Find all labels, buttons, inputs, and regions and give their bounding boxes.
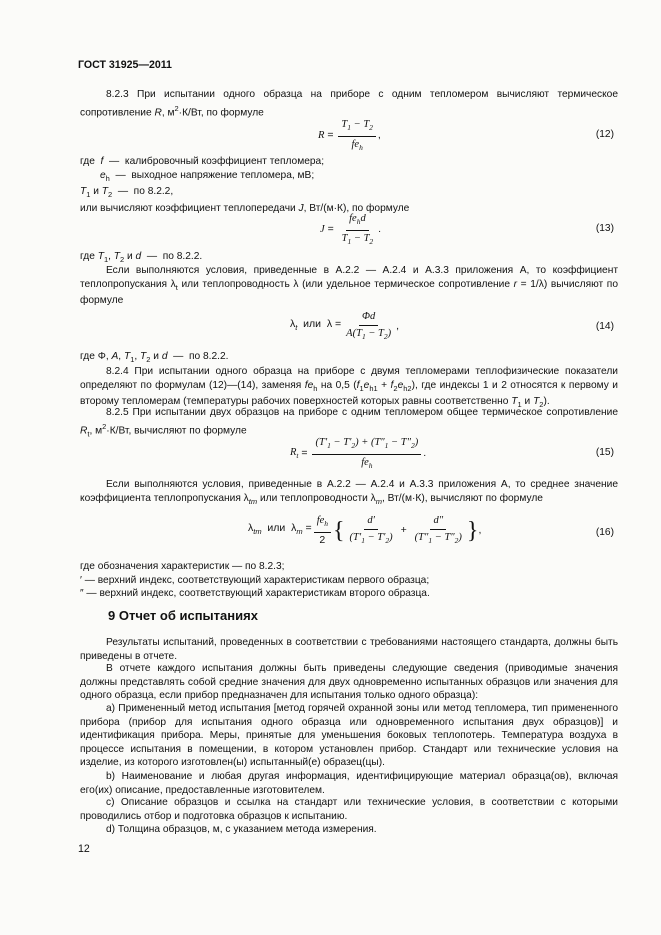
paragraph-8-2-5: 8.2.5 При испытании двух образцов на приборе с одним тепломером общее термическое сопротивление $R_t$, $м^2\cdot К/Вт$, вычисляют по формуле	[80, 407, 618, 439]
formula-15-expr: $R_t$ = $\frac{(T'_1 - T'_2) + (T''_1 - T''_2)}{fe_h}$ .	[290, 437, 427, 470]
formula-14-number: (14)	[595, 321, 614, 332]
section-9-item-d: d) Толщина образцов, м, с указанием метода измерения.	[106, 824, 377, 835]
section-9-title: 9 Отчет об испытаниях	[108, 608, 258, 623]
paragraph-8-2-4: 8.2.4 При испытании одного образца на приборе с двумя тепломерами теплофизические показатели определяют по формулам (12)—(14), заменяя $fe_h$ на 0,5 $(f_1e_{h1} + f_2e_{h2})$, где индексы 1 и 2 относятся к первому и второму тепломерам (температуры рабочих поверхностей которых равны соответственно $T_1$ и $T_2$).	[80, 366, 618, 410]
section-9-item-c: с) Описание образцов и ссылка на стандарт или технические условия, в соответствии с которыми проводились отбор и подготовка образцов к испытанию.	[80, 797, 618, 822]
section-9-p1: Результаты испытаний, проведенных в соответствии с требованиями настоящего стандарта, должны быть приведены в отчете.	[80, 637, 618, 662]
where-2: где $T_1$, $T_2$ и d — по 8.2.2.	[80, 251, 203, 265]
section-9-p2: В отчете каждого испытания должны быть приведены следующие сведения (приводимые значения должны представлять собой средние значения для двух одновременно испытанных образцов или значения для одного образца, если прибор предназначен для испытания только одного образца):	[80, 663, 618, 702]
formula-15-number: (15)	[595, 447, 614, 458]
page-number: 12	[78, 843, 90, 855]
formula-16-expr: $\lambda_{tm}$ или $\lambda_m$ = $\frac{fe_h}{2}$ { $\frac{d'}{(T'_1 - T'_2)}$ + $\frac{d''}{(T''_1 - T''_2)}$ } ,	[248, 515, 482, 546]
where-4a: где обозначения характеристик — по 8.2.3;	[80, 561, 285, 572]
formula-15	[0, 436, 661, 476]
where-3: где Φ, A, $T_1$, $T_2$ и d — по 8.2.2.	[80, 351, 229, 365]
formula-12-expr: R = $\frac{T_1 - T_2}{fe_h}$ ,	[318, 119, 381, 152]
formula-14-expr: $\lambda_t$ или λ = $\frac{\Phi d}{A(T_1 - T_2)}$ ,	[290, 311, 400, 341]
formula-14	[0, 310, 661, 350]
standard-header: ГОСТ 31925—2011	[78, 59, 172, 71]
where-1: где f — калибровочный коэффициент тепломера; $e_h$ — выходное напряжение тепломера, мВ; $T_1$ и $T_2$ — по 8.2.2, или вычисляют коэффициент теплопередачи J, Вт/(м·К), по формуле	[80, 156, 410, 214]
formula-13-number: (13)	[595, 223, 614, 234]
formula-13	[0, 212, 661, 252]
formula-16	[0, 514, 661, 558]
formula-12-number: (12)	[595, 129, 614, 140]
paragraph-8-2-3: 8.2.3 При испытании одного образца на приборе с одним тепломером вычисляют термическое сопротивление R, $м^2\cdot К/Вт$, по формуле	[80, 89, 618, 118]
section-9-item-b: b) Наименование и любая другая информация, идентифицирующие материал образца(ов), включая его(их) описание, предоставленные изготовителем.	[80, 771, 618, 796]
formula-16-number: (16)	[595, 527, 614, 538]
where-4	[80, 560, 618, 601]
section-9-item-a: а) Примененный метод испытания [метод горячей охранной зоны или метод тепломера, тип примененного прибора (прибор для испытания одного образца или одновременного испытания двух образцов)] и идентификация прибора. Меры, принятые для уменьшения боковых теплопотерь. Температура воздуха в процессе испытания в помещении, в котором установлен прибор. Стандарт или технические условия на изделие, из которого изготовлен(ы) испытанный(е) образец(цы).	[80, 703, 618, 769]
where-4c: ″ — верхний индекс, соответствующий характеристикам второго образца.	[80, 588, 430, 600]
formula-12	[0, 118, 661, 158]
condition-1: Если выполняются условия, приведенные в А.2.2 — А.2.4 и А.3.3 приложения А, то коэффициент теплопропускания $\lambda_t$ или теплопроводность λ (или удельное термическое сопротивление r = 1/λ) вычисляют по формуле	[80, 265, 618, 307]
condition-2: Если выполняются условия, приведенные в А.2.2 — А.2.4 и А.3.3 приложения А, то среднее значение коэффициента теплопропускания $\lambda_{tm}$ или теплопроводности $\lambda_m$, Вт/(м·К), вычисляют по формуле	[80, 479, 618, 506]
formula-13-expr: J = $\frac{fe_hd}{T_1 - T_2}$ .	[320, 213, 382, 246]
where-4b: ′ — верхний индекс, соответствующий характеристикам первого образца;	[80, 574, 430, 586]
